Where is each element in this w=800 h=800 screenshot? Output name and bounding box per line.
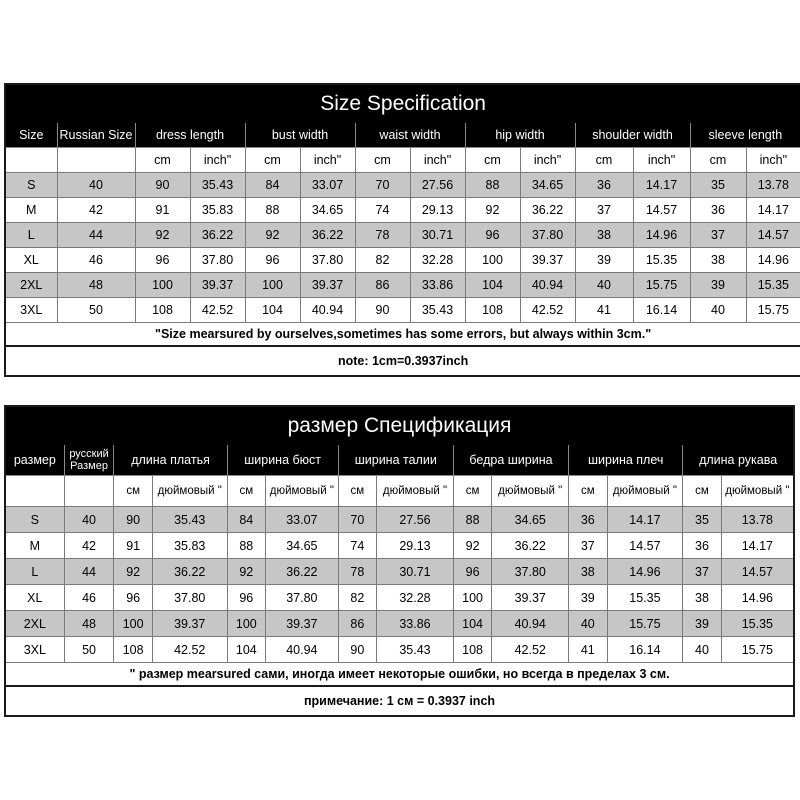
unit-cell: см [338,476,376,507]
size-cell: 2XL [5,611,64,637]
table-row [5,198,800,223]
value-cell: 82 [355,248,410,273]
value-cell: 40 [57,173,135,198]
value-cell: 96 [453,559,491,585]
unit-cell: inch" [190,148,245,173]
header-row [5,445,794,476]
value-cell: 92 [227,559,265,585]
value-cell: 33.07 [300,173,355,198]
value-cell: 29.13 [377,533,454,559]
value-cell: 78 [338,559,376,585]
value-cell: 92 [114,559,152,585]
unit-row [5,476,794,507]
unit-cell: cm [355,148,410,173]
value-cell: 36.22 [152,559,227,585]
unit-row [5,148,800,173]
value-cell: 40 [64,507,114,533]
size-cell: L [5,223,57,248]
value-cell: 74 [355,198,410,223]
value-cell: 90 [114,507,152,533]
value-cell: 35.43 [377,637,454,663]
value-cell: 84 [227,507,265,533]
column-header: длина рукава [683,445,794,476]
value-cell: 108 [114,637,152,663]
value-cell: 38 [575,223,633,248]
table-row [5,585,794,611]
value-cell: 42.52 [492,637,569,663]
value-cell: 37.80 [520,223,575,248]
conversion-row [5,346,800,376]
value-cell: 15.75 [746,298,800,323]
value-cell: 78 [355,223,410,248]
value-cell: 34.65 [300,198,355,223]
title-row [5,84,800,123]
value-cell: 14.96 [721,585,794,611]
table-row [5,533,794,559]
value-cell: 88 [465,173,520,198]
value-cell: 46 [64,585,114,611]
size-cell: S [5,507,64,533]
note-row [5,323,800,347]
value-cell: 41 [569,637,607,663]
value-cell: 44 [64,559,114,585]
value-cell: 96 [227,585,265,611]
value-cell: 104 [465,273,520,298]
unit-cell: см [453,476,491,507]
size-cell: 2XL [5,273,57,298]
value-cell: 42 [64,533,114,559]
value-cell: 70 [338,507,376,533]
unit-cell-empty [5,476,64,507]
size-cell: S [5,173,57,198]
value-cell: 15.35 [607,585,683,611]
value-cell: 96 [114,585,152,611]
value-cell: 37 [690,223,746,248]
value-cell: 39.37 [300,273,355,298]
conversion-note: note: 1cm=0.3937inch [5,346,800,376]
unit-cell: дюймовый " [607,476,683,507]
value-cell: 33.86 [410,273,465,298]
column-header: размер [5,445,64,476]
value-cell: 14.96 [746,248,800,273]
value-cell: 35 [690,173,746,198]
table-title: размер Спецификация [5,406,794,445]
value-cell: 42.52 [520,298,575,323]
unit-cell: дюймовый " [266,476,339,507]
value-cell: 108 [453,637,491,663]
value-cell: 40 [575,273,633,298]
size-table-russian [4,405,795,717]
value-cell: 100 [135,273,190,298]
value-cell: 40 [569,611,607,637]
value-cell: 100 [453,585,491,611]
column-header: waist width [355,123,465,148]
value-cell: 13.78 [721,507,794,533]
value-cell: 37.80 [266,585,339,611]
value-cell: 96 [245,248,300,273]
value-cell: 14.17 [633,173,690,198]
column-header: sleeve length [690,123,800,148]
value-cell: 86 [338,611,376,637]
size-cell: M [5,198,57,223]
value-cell: 40.94 [300,298,355,323]
value-cell: 91 [135,198,190,223]
value-cell: 108 [135,298,190,323]
size-cell: 3XL [5,298,57,323]
value-cell: 39 [569,585,607,611]
value-cell: 42 [57,198,135,223]
value-cell: 27.56 [410,173,465,198]
value-cell: 34.65 [266,533,339,559]
value-cell: 88 [453,507,491,533]
value-cell: 86 [355,273,410,298]
table-row [5,298,800,323]
value-cell: 40.94 [266,637,339,663]
value-cell: 15.35 [721,611,794,637]
value-cell: 38 [683,585,721,611]
unit-cell-empty [64,476,114,507]
value-cell: 37.80 [190,248,245,273]
value-cell: 14.17 [607,507,683,533]
table-row [5,507,794,533]
column-header: ширина бюст [227,445,338,476]
value-cell: 14.57 [746,223,800,248]
value-cell: 15.35 [633,248,690,273]
table-row [5,637,794,663]
title-row [5,406,794,445]
value-cell: 14.57 [607,533,683,559]
value-cell: 14.17 [721,533,794,559]
value-cell: 42.52 [152,637,227,663]
value-cell: 90 [135,173,190,198]
value-cell: 39 [690,273,746,298]
value-cell: 36.22 [520,198,575,223]
value-cell: 104 [227,637,265,663]
value-cell: 36 [690,198,746,223]
value-cell: 37 [575,198,633,223]
value-cell: 32.28 [410,248,465,273]
note-row [5,663,794,687]
value-cell: 90 [355,298,410,323]
column-header: Size [5,123,57,148]
unit-cell: inch" [633,148,690,173]
value-cell: 96 [135,248,190,273]
value-cell: 40 [683,637,721,663]
value-cell: 96 [465,223,520,248]
value-cell: 40 [690,298,746,323]
unit-cell: cm [575,148,633,173]
unit-cell: cm [135,148,190,173]
unit-cell: см [569,476,607,507]
value-cell: 36.22 [266,559,339,585]
value-cell: 100 [465,248,520,273]
column-header: bust width [245,123,355,148]
value-cell: 92 [245,223,300,248]
value-cell: 37.80 [492,559,569,585]
value-cell: 100 [227,611,265,637]
value-cell: 39 [575,248,633,273]
value-cell: 36 [575,173,633,198]
unit-cell: inch" [300,148,355,173]
value-cell: 33.86 [377,611,454,637]
value-cell: 92 [135,223,190,248]
value-cell: 100 [245,273,300,298]
value-cell: 48 [64,611,114,637]
table-row [5,273,800,298]
value-cell: 14.17 [746,198,800,223]
value-cell: 48 [57,273,135,298]
value-cell: 36 [569,507,607,533]
value-cell: 15.35 [746,273,800,298]
size-cell: L [5,559,64,585]
value-cell: 37 [569,533,607,559]
value-cell: 14.96 [607,559,683,585]
conversion-row [5,686,794,716]
value-cell: 29.13 [410,198,465,223]
unit-cell: inch" [746,148,800,173]
value-cell: 40.94 [492,611,569,637]
column-header: ширина плеч [569,445,683,476]
unit-cell: cm [245,148,300,173]
value-cell: 27.56 [377,507,454,533]
table-row [5,559,794,585]
value-cell: 36 [683,533,721,559]
value-cell: 104 [245,298,300,323]
value-cell: 46 [57,248,135,273]
value-cell: 39 [683,611,721,637]
value-cell: 35.83 [152,533,227,559]
size-cell: XL [5,585,64,611]
value-cell: 38 [569,559,607,585]
unit-cell: дюймовый " [492,476,569,507]
value-cell: 30.71 [377,559,454,585]
unit-cell-empty [57,148,135,173]
column-header: Russian Size [57,123,135,148]
value-cell: 100 [114,611,152,637]
value-cell: 37.80 [152,585,227,611]
value-cell: 91 [114,533,152,559]
value-cell: 36.22 [300,223,355,248]
value-cell: 13.78 [746,173,800,198]
value-cell: 92 [465,198,520,223]
unit-cell: дюймовый " [152,476,227,507]
value-cell: 32.28 [377,585,454,611]
value-cell: 44 [57,223,135,248]
value-cell: 104 [453,611,491,637]
value-cell: 15.75 [633,273,690,298]
value-cell: 39.37 [190,273,245,298]
value-cell: 41 [575,298,633,323]
value-cell: 92 [453,533,491,559]
value-cell: 34.65 [492,507,569,533]
measurement-note: " размер mearsured сами, иногда имеет некоторые ошибки, но всегда в пределах 3 см. [5,663,794,687]
measurement-note: "Size mearsured by ourselves,sometimes has some errors, but always within 3cm." [5,323,800,347]
value-cell: 36.22 [492,533,569,559]
unit-cell: inch" [520,148,575,173]
column-header: shoulder width [575,123,690,148]
value-cell: 14.57 [721,559,794,585]
column-header: ширина талии [338,445,453,476]
value-cell: 35 [683,507,721,533]
value-cell: 35.43 [152,507,227,533]
column-header: длина платья [114,445,227,476]
value-cell: 37 [683,559,721,585]
value-cell: 39.37 [492,585,569,611]
value-cell: 35.43 [410,298,465,323]
header-row [5,123,800,148]
value-cell: 88 [245,198,300,223]
unit-cell: см [227,476,265,507]
column-header: русский Размер [64,445,114,476]
value-cell: 38 [690,248,746,273]
value-cell: 33.07 [266,507,339,533]
value-cell: 88 [227,533,265,559]
value-cell: 90 [338,637,376,663]
size-cell: M [5,533,64,559]
table-title: Size Specification [5,84,800,123]
column-header: dress length [135,123,245,148]
value-cell: 14.96 [633,223,690,248]
unit-cell: дюймовый " [721,476,794,507]
value-cell: 15.75 [721,637,794,663]
value-cell: 34.65 [520,173,575,198]
column-header: hip width [465,123,575,148]
column-header: бедра ширина [453,445,568,476]
size-cell: 3XL [5,637,64,663]
value-cell: 39.37 [520,248,575,273]
unit-cell: cm [465,148,520,173]
value-cell: 14.57 [633,198,690,223]
size-cell: XL [5,248,57,273]
value-cell: 16.14 [607,637,683,663]
table-row [5,611,794,637]
value-cell: 50 [64,637,114,663]
value-cell: 82 [338,585,376,611]
unit-cell: см [683,476,721,507]
value-cell: 30.71 [410,223,465,248]
value-cell: 50 [57,298,135,323]
conversion-note: примечание: 1 см = 0.3937 inch [5,686,794,716]
value-cell: 15.75 [607,611,683,637]
value-cell: 84 [245,173,300,198]
value-cell: 16.14 [633,298,690,323]
value-cell: 35.83 [190,198,245,223]
unit-cell: дюймовый " [377,476,454,507]
unit-cell: см [114,476,152,507]
value-cell: 74 [338,533,376,559]
value-cell: 42.52 [190,298,245,323]
value-cell: 40.94 [520,273,575,298]
unit-cell: inch" [410,148,465,173]
value-cell: 70 [355,173,410,198]
value-cell: 36.22 [190,223,245,248]
unit-cell: cm [690,148,746,173]
size-table-english [4,83,800,377]
value-cell: 35.43 [190,173,245,198]
table-row [5,248,800,273]
value-cell: 37.80 [300,248,355,273]
value-cell: 39.37 [152,611,227,637]
value-cell: 39.37 [266,611,339,637]
unit-cell-empty [5,148,57,173]
table-row [5,223,800,248]
table-row [5,173,800,198]
value-cell: 108 [465,298,520,323]
